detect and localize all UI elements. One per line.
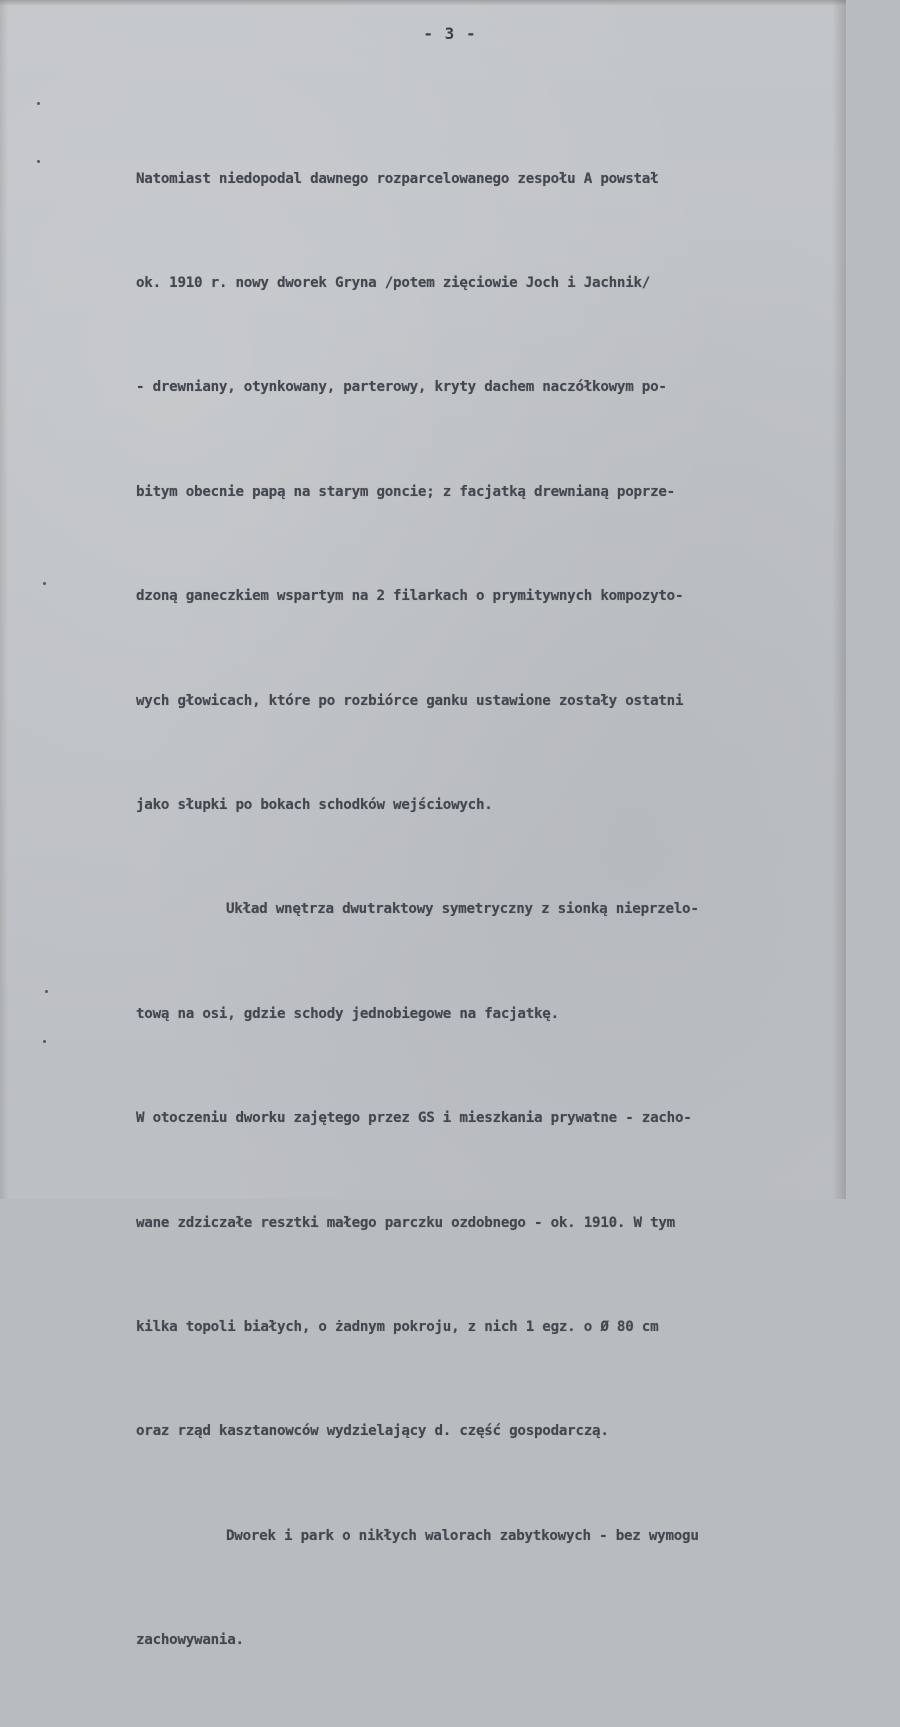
text-line: zachowywania. (136, 1632, 244, 1649)
page-top-edge (0, 0, 846, 6)
typewritten-text (136, 92, 856, 1727)
text-line: dzoną ganeczkiem wspartym na 2 filarkach o prymitywnych kompozyto- (136, 588, 684, 605)
text-line: Dworek i park o nikłych walorach zabytkowych - bez wymogu (226, 1527, 699, 1544)
text-line: Natomiast niedopodal dawnego rozparcelowanego zespołu A powstał (136, 170, 659, 187)
text-line: wane zdziczałe resztki małego parczku ozdobnego - ok. 1910. W tym (136, 1214, 675, 1231)
text-line: wych głowicach, które po rozbiórce ganku ustawione zostały ostatni (136, 692, 684, 709)
page-left-edge (0, 0, 8, 1199)
text-line: - drewniany, otynkowany, parterowy, kryty dachem naczółkowym po- (136, 379, 667, 396)
text-line: jako słupki po bokach schodków wejściowych. (136, 796, 493, 813)
page-number: - 3 - (423, 24, 477, 43)
text-line: W otoczeniu dworku zajętego przez GS i mieszkania prywatne - zacho- (136, 1110, 692, 1127)
text-line: bitym obecnie papą na starym goncie; z facjatką drewnianą poprze- (136, 483, 675, 500)
text-line: tową na osi, gdzie schody jednobiegowe na facjatkę. (136, 1005, 559, 1022)
margin-mark (45, 990, 48, 993)
text-line: oraz rząd kasztanowców wydzielający d. część gospodarczą. (136, 1423, 609, 1440)
margin-mark (43, 582, 46, 585)
margin-mark (43, 1040, 46, 1043)
text-line: Układ wnętrza dwutraktowy symetryczny z sionką nieprzelo- (226, 901, 699, 918)
margin-mark (37, 160, 40, 163)
text-line: kilka topoli białych, o żadnym pokroju, z nich 1 egz. o Ø 80 cm (136, 1318, 659, 1335)
text-line: ok. 1910 r. nowy dworek Gryna /potem zięciowie Joch i Jachnik/ (136, 274, 651, 291)
margin-mark (37, 102, 40, 105)
